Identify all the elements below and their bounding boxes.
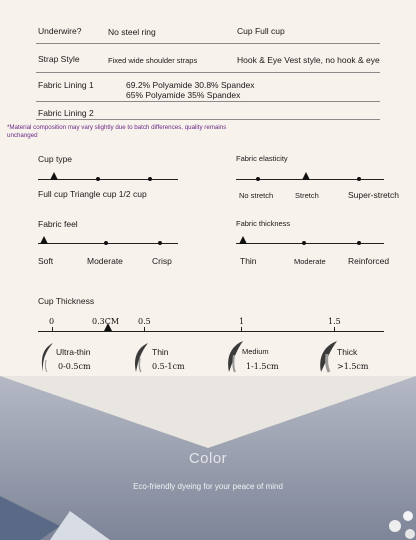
- fabric-lining-1-label: Fabric Lining 1: [38, 80, 94, 90]
- divider: [36, 119, 380, 120]
- ruler-tick: [52, 327, 53, 332]
- underwire-label: Underwire?: [38, 26, 82, 36]
- thin-cup-icon: [131, 342, 151, 374]
- thickness-marker-icon: [239, 236, 247, 244]
- medium-range: 1-1.5cm: [246, 362, 279, 371]
- hook-style-value: Hook & Eye Vest style, no hook & eye: [237, 55, 380, 65]
- scale-dot: [302, 241, 306, 245]
- thickness-opt3: Reinforced: [348, 256, 390, 266]
- tick-label-15: 1.5: [328, 317, 341, 326]
- divider: [36, 43, 380, 44]
- elasticity-marker-icon: [302, 172, 310, 180]
- elasticity-opt3: Super-stretch: [348, 190, 400, 200]
- thickness-scale-line: [236, 243, 384, 244]
- strap-style-label: Strap Style: [38, 54, 80, 64]
- tick-label-03: 0.3CM: [92, 317, 120, 326]
- cup-type-scale-line: [38, 179, 178, 180]
- thin-label: Thin: [152, 347, 169, 357]
- fabric-feel-title: Fabric feel: [38, 219, 78, 229]
- cup-thickness-ruler: [38, 331, 384, 332]
- cup-type-title: Cup type: [38, 154, 73, 164]
- banner-title: Color: [188, 450, 228, 467]
- underwire-value: No steel ring: [108, 27, 156, 37]
- scale-dot: [357, 241, 361, 245]
- thick-range: >1.5cm: [337, 362, 369, 371]
- divider: [36, 101, 380, 102]
- cup-thickness-title: Cup Thickness: [38, 296, 95, 306]
- ruler-tick: [144, 327, 145, 332]
- ultra-thin-label: Ultra-thin: [56, 347, 91, 357]
- feel-marker-icon: [40, 236, 48, 244]
- thin-range: 0.5-1cm: [152, 362, 185, 371]
- feel-opt1: Soft: [38, 256, 54, 266]
- strap-style-value: Fixed wide shoulder straps: [108, 56, 198, 65]
- fabric-lining-1-value-a: 69.2% Polyamide 30.8% Spandex: [126, 80, 255, 90]
- thickness-opt2: Moderate: [294, 257, 326, 266]
- feel-scale-line: [38, 243, 178, 244]
- fabric-lining-2-label: Fabric Lining 2: [38, 108, 94, 118]
- tick-label-05: 0.5: [138, 317, 151, 326]
- tick-label-1: 1: [239, 317, 245, 326]
- elasticity-opt1: No stretch: [239, 191, 274, 200]
- fabric-elasticity-title: Fabric elasticity: [236, 154, 288, 163]
- ruler-tick: [241, 327, 242, 332]
- scale-dot: [256, 177, 260, 181]
- banner-subtitle: Eco-friendly dyeing for your peace of mind: [133, 482, 283, 491]
- scale-dot: [148, 177, 152, 181]
- ultra-thin-cup-icon: [38, 342, 56, 374]
- fabric-lining-1-value-b: 65% Polyamide 35% Spandex: [126, 90, 241, 100]
- scale-dot: [158, 241, 162, 245]
- thickness-opt1: Thin: [240, 256, 257, 266]
- ruler-tick: [334, 327, 335, 332]
- ultra-thin-range: 0-0.5cm: [58, 362, 91, 371]
- material-note: *Material composition may vary slightly due to batch differences, quality remains unchanged: [7, 124, 227, 139]
- feel-opt2: Moderate: [87, 256, 123, 266]
- scale-dot: [96, 177, 100, 181]
- feel-opt3: Crisp: [152, 256, 172, 266]
- cup-type-marker-icon: [50, 172, 58, 180]
- scale-dot: [357, 177, 361, 181]
- cup-value: Cup Full cup: [237, 26, 285, 36]
- fabric-thickness-title: Fabric thickness: [236, 219, 291, 228]
- cup-type-labels: Full cup Triangle cup 1/2 cup: [38, 189, 147, 199]
- divider: [36, 72, 380, 73]
- elasticity-opt2: Stretch: [295, 191, 319, 200]
- medium-label: Medium: [242, 347, 269, 356]
- medium-cup-icon: [224, 340, 246, 374]
- thick-label: Thick: [337, 347, 358, 357]
- scale-dot: [104, 241, 108, 245]
- cup-thickness-marker-icon: [104, 323, 112, 331]
- tick-label-0: 0: [49, 317, 55, 326]
